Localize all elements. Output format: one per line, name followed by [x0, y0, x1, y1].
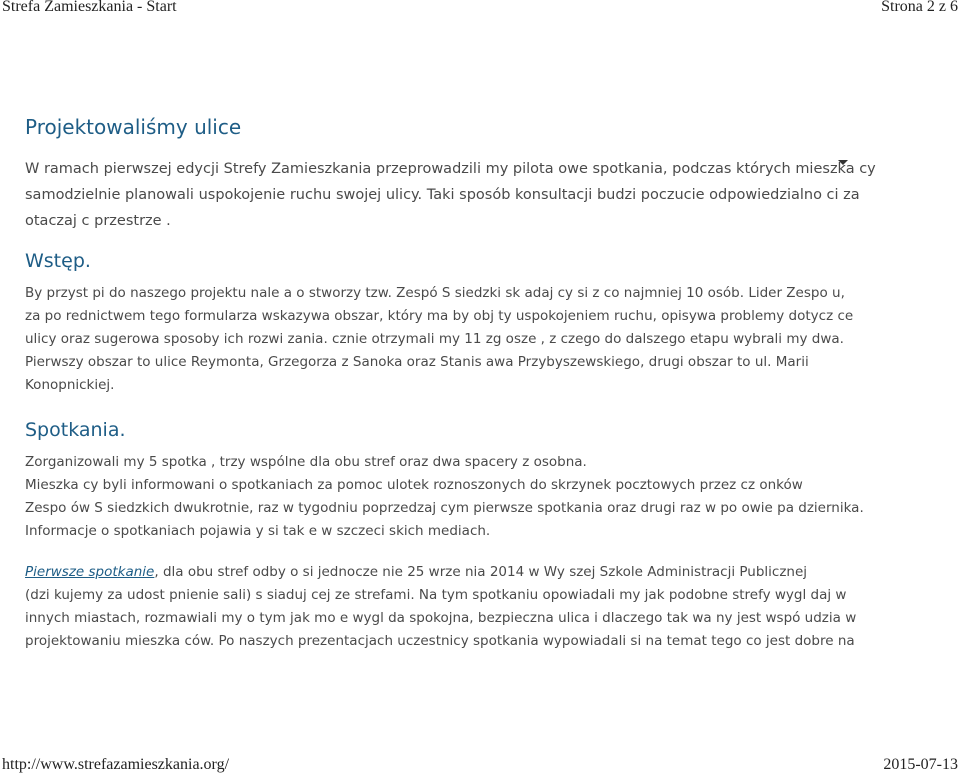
section-paragraph	[25, 282, 855, 397]
paragraph-line: Mieszka cy byli informowani o spotkaniach za pomoc ulotek roznoszonych do skrzynek pocztowych przez cz onków	[25, 477, 803, 493]
section-heading-spotkania: Spotkania.	[25, 419, 126, 441]
paragraph-line: projektowaniu mieszka ców. Po naszych prezentacjach uczestnicy spotkania wypowiadali si na temat tego co jest dobre na	[25, 633, 855, 649]
paragraph-line: innych miastach, rozmawiali my o tym jak mo e wygl da spokojna, bezpieczna ulica i dlaczego tak wa ny jest wspó udzia w	[25, 610, 857, 626]
site-title: Strefa Zamieszkania - Start	[2, 0, 177, 15]
page-counter: Strona 2 z 6	[881, 0, 958, 15]
paragraph-line: Informacje o spotkaniach pojawia y si tak e w szczeci skich mediach.	[25, 523, 491, 539]
print-date: 2015-07-13	[883, 756, 958, 773]
intro-line: otaczaj c przestrze .	[25, 213, 171, 229]
intro-paragraph	[25, 156, 876, 234]
section-paragraph	[25, 451, 864, 543]
section-paragraph	[25, 561, 855, 653]
paragraph-line: (dzi kujemy za udost pnienie sali) s siaduj cej ze strefami. Na tym spotkaniu opowiadali my jak podobne strefy wygl daj w	[25, 587, 847, 603]
paragraph-text: , dla obu stref odby o si jednocze nie 25 wrze nia 2014 w Wy szej Szkole Administracji Publicznej	[154, 564, 808, 580]
paragraph-line: za po rednictwem tego formularza wskazywa obszar, który ma by obj ty uspokojeniem ruchu, opisywa problemy dotycz ce	[25, 308, 854, 324]
paragraph-line: Zespo ów S siedzkich dwukrotnie, raz w tygodniu poprzedzaj cym pierwsze spotkania oraz drugi raz w po owie pa dziernika.	[25, 500, 864, 516]
page-url: http://www.strefazamieszkania.org/	[2, 756, 230, 773]
page-title: Projektowaliśmy ulice	[25, 115, 242, 139]
paragraph-line: By przyst pi do naszego projektu nale a o stworzy tzw. Zespó S siedzki sk adaj cy si z co najmniej 10 osób. Lider Zespo u,	[25, 285, 845, 301]
section-heading-wstep: Wstęp.	[25, 250, 91, 272]
article	[25, 110, 876, 667]
intro-line: samodzielnie planowali uspokojenie ruchu swojej ulicy. Taki sposób konsultacji budzi poczucie odpowiedzialno ci za	[25, 187, 860, 203]
paragraph-line	[25, 561, 855, 584]
intro-line: W ramach pierwszej edycji Strefy Zamieszkania przeprowadzili my pilota owe spotkania, podczas których mieszka cy	[25, 161, 876, 177]
paragraph-line: ulicy oraz sugerowa sposoby ich rozwi zania. cznie otrzymali my 11 zg osze , z czego do dalszego etapu wybrali my dwa.	[25, 331, 844, 347]
paragraph-line: Zorganizowali my 5 spotka , trzy wspólne dla obu stref oraz dwa spacery z osobna.	[25, 454, 587, 470]
first-meeting-link[interactable]: Pierwsze spotkanie	[25, 564, 155, 580]
print-footer	[0, 756, 960, 774]
print-header	[0, 0, 960, 16]
paragraph-line: Konopnickiej.	[25, 377, 115, 393]
paragraph-line: Pierwszy obszar to ulice Reymonta, Grzegorza z Sanoka oraz Stanis awa Przybyszewskiego, drugi obszar to ul. Marii	[25, 354, 809, 370]
